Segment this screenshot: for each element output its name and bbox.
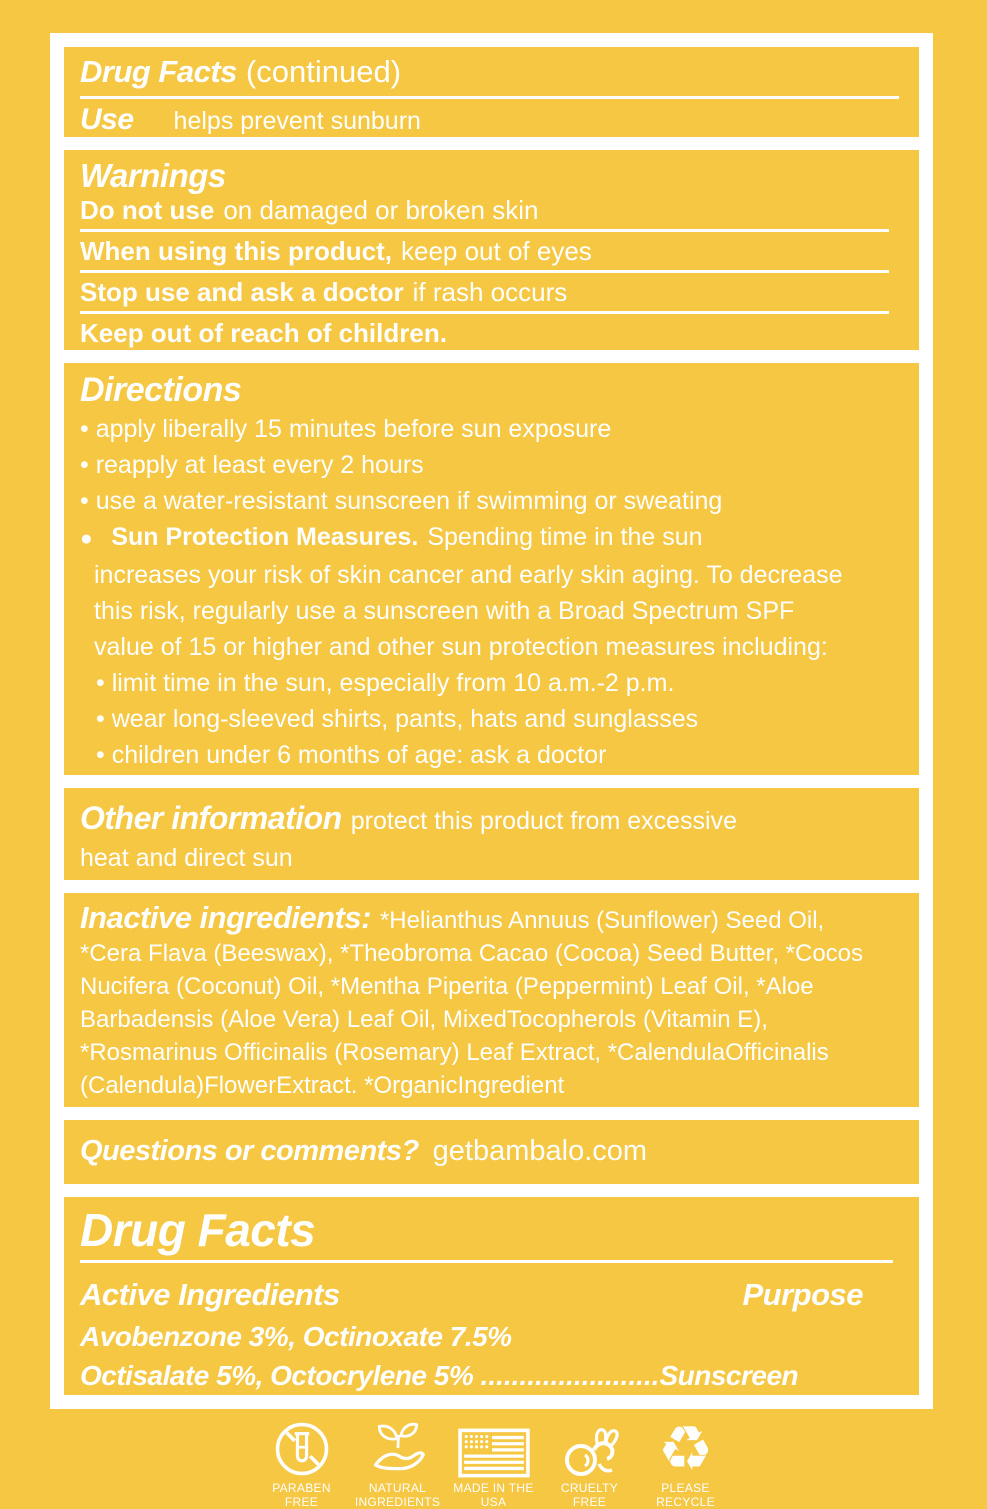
dot-leader: ....................... bbox=[480, 1360, 660, 1391]
ingredient-text: Octisalate 5%, Octocrylene 5% bbox=[80, 1360, 474, 1391]
drug-facts-continued-title bbox=[80, 52, 903, 92]
panel-drug-facts-continued bbox=[64, 47, 919, 137]
website-text: getbambalo.com bbox=[432, 1135, 648, 1167]
badge-label: PARABEN FREE bbox=[272, 1481, 331, 1509]
use-row bbox=[80, 103, 903, 137]
inactive-line: *Rosmarinus Officinalis (Rosemary) Leaf Extract, *CalendulaOfficinalis bbox=[80, 1039, 829, 1066]
other-info-line bbox=[80, 796, 903, 843]
natural-ingredients-icon bbox=[368, 1418, 428, 1478]
badge-paraben-free bbox=[259, 1418, 345, 1509]
badge-please-recycle bbox=[643, 1412, 729, 1509]
warning-row bbox=[80, 317, 903, 349]
badge-cruelty-free bbox=[547, 1418, 633, 1509]
warning-bold: When using this product, bbox=[80, 236, 392, 266]
divider bbox=[80, 270, 889, 273]
inactive-line: *Cera Flava (Beeswax), *Theobroma Cacao (Cocoa) Seed Butter, *Cocos bbox=[80, 940, 864, 967]
badge-label: NATURAL INGREDIENTS bbox=[354, 1481, 441, 1509]
badge-natural-ingredients bbox=[355, 1418, 441, 1509]
active-ingredient-row: Avobenzone 3%, Octinoxate 7.5% bbox=[80, 1321, 512, 1352]
please-recycle-icon bbox=[657, 1412, 714, 1485]
directions-heading: Directions bbox=[80, 371, 242, 409]
inactive-line: Barbadensis (Aloe Vera) Leaf Oil, MixedTocopherols (Vitamin E), bbox=[80, 1006, 768, 1033]
warning-bold: Stop use and ask a doctor bbox=[80, 277, 404, 307]
direction-sub-bullet: • wear long-sleeved shirts, pants, hats and sunglasses bbox=[80, 701, 903, 737]
use-text: helps prevent sunburn bbox=[173, 107, 421, 135]
other-info-text: protect this product from excessive bbox=[350, 807, 737, 835]
panel-warnings bbox=[64, 150, 919, 350]
warning-text: if rash occurs bbox=[412, 277, 568, 307]
inactive-heading: Inactive ingredients: bbox=[80, 900, 371, 935]
warning-text: on damaged or broken skin bbox=[223, 195, 539, 225]
badge-label: CRUELTY FREE bbox=[560, 1481, 619, 1509]
sun-protection-text: Spending time in the sun bbox=[427, 523, 703, 551]
direction-sub-bullet: • limit time in the sun, especially from 10 a.m.-2 p.m. bbox=[80, 665, 903, 701]
inactive-line bbox=[80, 901, 903, 937]
panel-questions bbox=[64, 1120, 919, 1184]
sun-protection-line: this risk, regularly use a sunscreen with a Broad Spectrum SPF bbox=[94, 597, 795, 625]
divider bbox=[80, 1260, 893, 1263]
drug-facts-title-text: Drug Facts bbox=[80, 54, 237, 89]
inactive-text: *Helianthus Annuus (Sunflower) Seed Oil, bbox=[379, 907, 825, 934]
purpose-value: Sunscreen bbox=[659, 1360, 799, 1391]
warning-row bbox=[80, 276, 903, 308]
panel-other-information bbox=[64, 788, 919, 880]
divider bbox=[80, 311, 889, 314]
divider bbox=[80, 229, 889, 232]
active-ingredient-row bbox=[80, 1356, 903, 1395]
badge-label: PLEASE RECYCLE bbox=[656, 1481, 715, 1509]
other-info-line: heat and direct sun bbox=[80, 844, 293, 872]
panel-inactive-ingredients bbox=[64, 893, 919, 1107]
inactive-line: (Calendula)FlowerExtract. *OrganicIngredient bbox=[80, 1072, 565, 1099]
continued-suffix: (continued) bbox=[245, 54, 402, 89]
purpose-label: Purpose bbox=[742, 1277, 863, 1312]
recycle-symbol: ♻ bbox=[657, 1412, 714, 1485]
paraben-free-icon bbox=[273, 1418, 331, 1478]
other-info-heading: Other information bbox=[80, 800, 342, 836]
sun-protection-line bbox=[80, 519, 903, 557]
active-ingredients-header bbox=[80, 1273, 903, 1317]
certification-badges bbox=[0, 1412, 987, 1509]
divider bbox=[80, 96, 899, 99]
warnings-heading: Warnings bbox=[80, 157, 226, 194]
label-frame bbox=[50, 33, 933, 1409]
warning-text: keep out of eyes bbox=[400, 236, 592, 266]
panel-drug-facts bbox=[64, 1197, 919, 1395]
warning-row bbox=[80, 235, 903, 267]
direction-bullet: • use a water-resistant sunscreen if swimming or sweating bbox=[80, 483, 903, 519]
sun-protection-line: value of 15 or higher and other sun protection measures including: bbox=[94, 633, 828, 661]
made-in-usa-icon bbox=[458, 1418, 530, 1478]
warning-bold: Keep out of reach of children. bbox=[80, 318, 447, 348]
use-label: Use bbox=[80, 103, 134, 136]
direction-bullet: • reapply at least every 2 hours bbox=[80, 447, 903, 483]
sun-protection-line: increases your risk of skin cancer and early skin aging. To decrease bbox=[94, 561, 843, 589]
warning-row bbox=[80, 194, 903, 226]
direction-sub-bullet: • children under 6 months of age: ask a doctor bbox=[80, 737, 903, 773]
cruelty-free-icon bbox=[557, 1418, 623, 1478]
sun-protection-bold: Sun Protection Measures. bbox=[111, 523, 419, 551]
active-ingredients-label: Active Ingredients bbox=[80, 1277, 340, 1312]
direction-bullet: • apply liberally 15 minutes before sun exposure bbox=[80, 411, 903, 447]
badge-label: MADE IN THE USA bbox=[453, 1481, 534, 1509]
questions-line bbox=[80, 1131, 903, 1171]
inactive-line: Nucifera (Coconut) Oil, *Mentha Piperita (Peppermint) Leaf Oil, *Aloe bbox=[80, 973, 814, 1000]
drug-facts-title: Drug Facts bbox=[80, 1204, 316, 1256]
warning-bold: Do not use bbox=[80, 195, 215, 225]
badge-made-in-usa bbox=[451, 1418, 537, 1509]
panel-directions bbox=[64, 363, 919, 775]
questions-heading: Questions or comments? bbox=[80, 1135, 419, 1167]
